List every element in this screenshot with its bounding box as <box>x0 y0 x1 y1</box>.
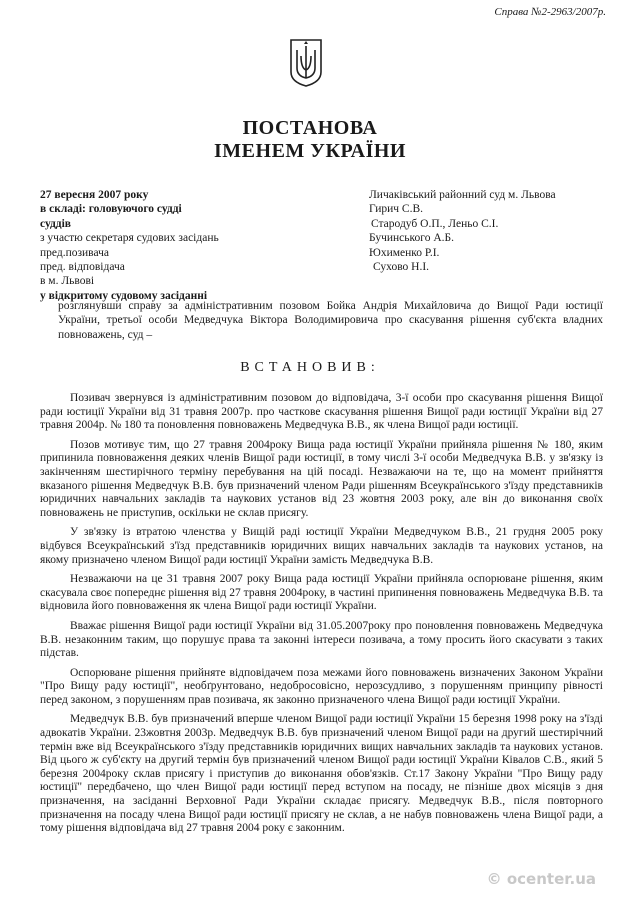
case-number: Справа №2-2963/2007р. <box>494 6 606 18</box>
paragraph: У зв'язку із втратою членства у Вищій раді юстиції України Медведчуком В.В., 21 грудня 2005 року відбувся Всеукраїнський з'їзд представників юридичних вищих навчальних закладів та наукових установ, на якому призначено членом Вищої ради юстиції України замість Медведчука В.В. <box>40 526 603 566</box>
defendant-rep-label: пред. відповідача <box>40 261 125 274</box>
secretary-name: Бучинського А.Б. <box>369 232 454 245</box>
tryzub-icon <box>288 38 324 88</box>
document-subtitle: ІМЕНЕМ УКРАЇНИ <box>214 140 406 162</box>
intro-paragraph: розглянувши справу за адміністративним позовом Бойка Андрія Михайловича до Вищої Ради юстиції України, третьої особи Медведчука Віктора Володимировича про скасування рішення суб'єкта владних повноважень, суд – <box>58 300 603 341</box>
section-heading: ВСТАНОВИВ: <box>240 360 380 375</box>
plaintiff-rep-name: Юхименко Р.І. <box>369 246 440 259</box>
court-participants <box>369 188 556 274</box>
watermark: © ocenter.ua <box>486 870 596 888</box>
paragraph: Позивач звернувся із адміністративним позовом до відповідача, 3-ї особи про скасування рішення Вищої ради юстиції України від 31 травня 2007р. про часткове скасування рішення Вищої ради юстиції України від 27 травня 2004р. № 180 та поновлення повноважень Медведчука В.В., як члена Вищої ради юстиції. <box>40 392 603 432</box>
paragraph: Медведчук В.В. був призначений вперше членом Вищої ради юстиції України 15 березня 1998 року на з'їзді адвокатів України. 23жовтня 2003р. Медведчук В.В. був призначений членом Вищої ради на другий шестирічний термін вже від Всеукраїнського з'їзду представників юридичних вищих навчальних закладів та наукових установ. Від цього ж суб'єкту на другий термін був призначений членом Вищої ради юстиції України Ківалов С.В., який 5 березня 2004року склав присягу і приступив до виконання обов'язків. Ст.17 Закону України "Про Вищу раду юстиції" передбачено, що член Вищої ради юстиції перед вступом на посаду, не пізніше двох місяців з дня призначення, на засіданні Верховної Ради України складає присягу. Медведчук В.В., після повторного призначення на посаду члена Вищої ради юстиції присягу не склав, а не набув повноважень члена Вищої ради, а тому рішення відповідача від 27 травня 2004 року є законним. <box>40 713 603 835</box>
plaintiff-rep-label: пред.позивача <box>40 246 109 259</box>
court-name: Личаківський районний суд м. Львова <box>369 189 556 201</box>
secretary-label: з участю секретаря судових засідань <box>40 232 219 245</box>
session-date: 27 вересня 2007 року <box>40 189 149 201</box>
hearing-label: у відкритому судовому засіданні <box>40 289 208 302</box>
paragraph: Вважає рішення Вищої ради юстиції України від 31.05.2007року про поновлення повноважень Медведчука В.В. незаконним таким, що порушує права та законні інтереси позивача, а тому просить його скасувати з таких підстав. <box>40 619 603 660</box>
presiding-judge: Гирич С.В. <box>369 203 424 216</box>
court-session-details <box>40 188 219 303</box>
paragraph: Незважаючи на це 31 травня 2007 року Вища рада юстиції України прийняла оспорюване рішення, яким скасувала своє попереднє рішення від 27 травня 2004року, в частині припинення повноважень Медведчука В.В. та відновила його повноваження як члена Вищої ради юстиції України. <box>40 573 603 613</box>
judges-label: суддів <box>40 217 72 230</box>
paragraph: Позов мотивує тим, що 27 травня 2004року Вища рада юстиції України прийняла рішення № 180, яким припинила повноваження деяких членів Вищої ради юстиції, в тому числі 3-ї особи Медведчука В.В. у зв'язку із закінченням шестирічного терміну перебування на цій посаді. Незважаючи на те, що на момент прийняття вказаного рішення Медведчук В.В. був призначений членом Ради рішенням Всеукраїнського з'їзду представників юридичних навчальних закладів та наукових установ від 23 жовтня 2003 року, але він до виконання своїх повноважень не приступив, оскільки не склав присягу. <box>40 438 603 519</box>
judges-names: Стародуб О.П., Леньо С.І. <box>371 217 499 230</box>
defendant-rep-name: Сухово Н.І. <box>373 261 430 274</box>
document-body <box>40 392 603 842</box>
city-label: в м. Львові <box>40 275 95 288</box>
document-title: ПОСТАНОВА <box>242 117 378 139</box>
composition-label: в складі: головуючого судді <box>40 203 182 216</box>
paragraph: Оспорюване рішення прийняте відповідачем поза межами його повноважень визначених Законом України "Про Вищу раду юстиції", необґрунтовано, недобросовісно, нерозсудливо, з порушенням принципу рівності перед законом, з порушенням прав позивача, як законно призначеного члена Вищої ради юстиції України. <box>40 666 603 706</box>
